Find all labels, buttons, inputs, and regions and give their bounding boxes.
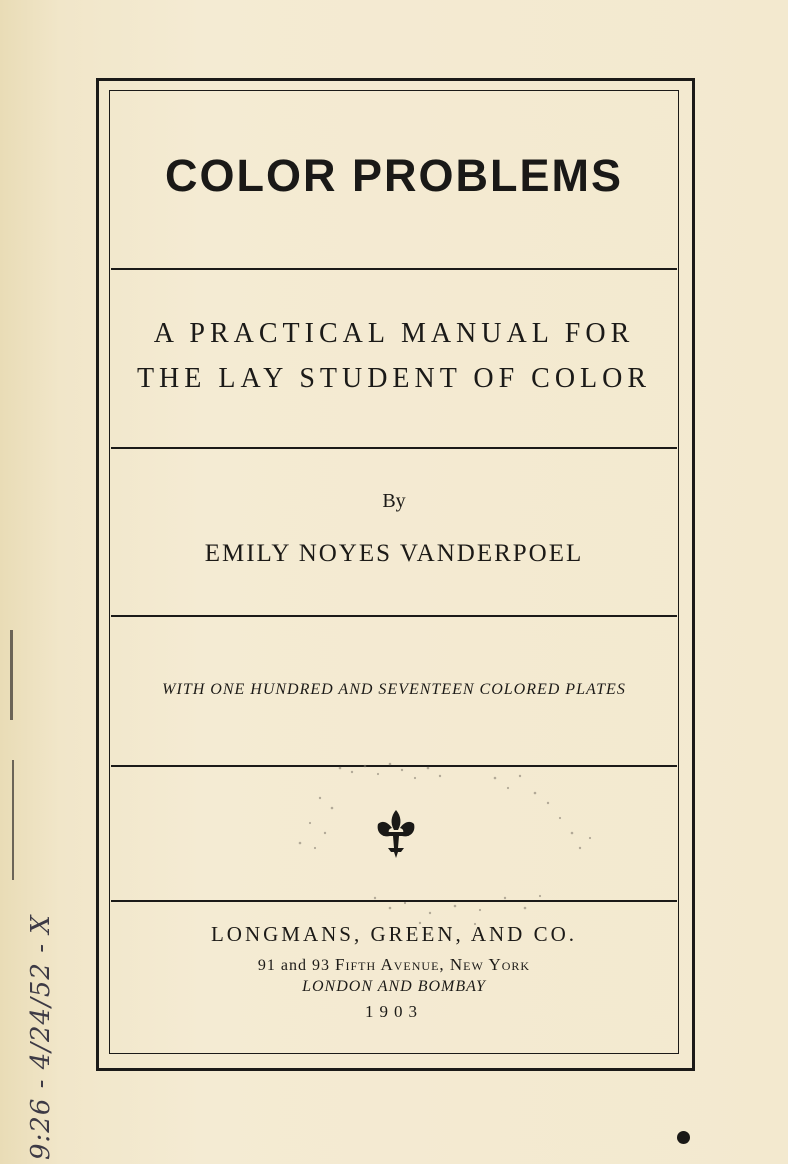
- plates-note: WITH ONE HUNDRED AND SEVENTEEN COLORED PLATES: [162, 681, 626, 698]
- divider: [111, 447, 677, 449]
- margin-mark: [12, 760, 14, 880]
- subtitle-line-1: A PRACTICAL MANUAL FOR: [153, 318, 635, 349]
- address-numbers: 91 and 93: [257, 957, 336, 974]
- divider: [111, 615, 677, 617]
- subtitle-line-2: THE LAY STUDENT OF COLOR: [136, 363, 652, 394]
- book-title: COLOR PROBLEMS: [164, 150, 623, 201]
- bleed-through-speckles: [280, 748, 610, 938]
- publisher-name: LONGMANS, GREEN, AND CO.: [210, 922, 577, 946]
- by-label: By: [382, 490, 406, 512]
- fleur-de-lis-icon: [374, 808, 418, 860]
- margin-mark: [10, 630, 13, 720]
- publisher-cities: LONDON AND BOMBAY: [302, 978, 486, 995]
- dot-icon: [677, 1131, 690, 1144]
- divider: [111, 268, 677, 270]
- publisher-address: [111, 955, 677, 975]
- handwritten-note: 9:26 - 4/24/52 - X: [26, 914, 56, 1160]
- address-street: Fifth Avenue, New York: [335, 955, 531, 974]
- author-name: EMILY NOYES VANDERPOEL: [204, 540, 584, 567]
- publication-year: 1903: [365, 1002, 423, 1021]
